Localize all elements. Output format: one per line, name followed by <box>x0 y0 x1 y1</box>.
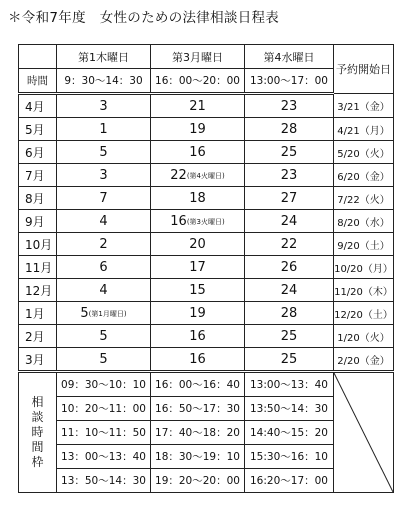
month-cell: 5月 <box>19 118 57 141</box>
time-slot: 11：10～11：50 <box>57 421 151 445</box>
day-value: 16 <box>170 213 187 229</box>
day-3rd-monday <box>151 141 245 164</box>
day-3rd-monday <box>151 302 245 325</box>
reservation-start-date: 12/20（土） <box>334 302 394 325</box>
day-1st-thursday <box>57 279 151 302</box>
month-cell: 9月 <box>19 210 57 233</box>
day-4th-wednesday: 23 <box>245 94 334 118</box>
day-3rd-monday <box>151 164 245 187</box>
month-row <box>19 279 394 302</box>
day-1st-thursday <box>57 210 151 233</box>
day-1st-thursday <box>57 118 151 141</box>
day-1st-thursday <box>57 141 151 164</box>
day-1st-thursday <box>57 256 151 279</box>
time-slot: 15:30～16：10 <box>245 445 334 469</box>
col-header-4th-wednesday: 第4水曜日 <box>245 45 334 69</box>
header-row <box>19 45 394 69</box>
month-cell: 3月 <box>19 348 57 372</box>
time-slot: 13:50～14：30 <box>245 397 334 421</box>
col-header-1st-thursday: 第1木曜日 <box>57 45 151 69</box>
day-note: (第1月曜日) <box>88 309 127 318</box>
time-slot: 10：20～11：00 <box>57 397 151 421</box>
day-4th-wednesday: 28 <box>245 118 334 141</box>
day-value: 16 <box>189 328 206 344</box>
month-row <box>19 233 394 256</box>
month-cell: 12月 <box>19 279 57 302</box>
day-value: 6 <box>99 259 108 275</box>
month-row <box>19 256 394 279</box>
day-4th-wednesday: 23 <box>245 164 334 187</box>
month-cell: 10月 <box>19 233 57 256</box>
slots-label <box>19 372 57 493</box>
day-3rd-monday <box>151 233 245 256</box>
day-value: 16 <box>189 351 206 367</box>
slots-label-char: 相 <box>31 395 44 409</box>
month-row <box>19 141 394 164</box>
time-3rd-monday: 16：00～20：00 <box>151 69 245 94</box>
month-row <box>19 118 394 141</box>
day-4th-wednesday: 26 <box>245 256 334 279</box>
time-slot: 13：00～13：40 <box>57 445 151 469</box>
day-value: 17 <box>189 259 206 275</box>
month-row <box>19 348 394 372</box>
time-slot: 14:40～15：20 <box>245 421 334 445</box>
time-slot: 13:00～13：40 <box>245 372 334 397</box>
month-cell: 1月 <box>19 302 57 325</box>
slots-label-char: 間 <box>31 440 44 454</box>
day-4th-wednesday: 22 <box>245 233 334 256</box>
month-cell: 11月 <box>19 256 57 279</box>
day-value: 18 <box>189 190 206 206</box>
day-1st-thursday <box>57 94 151 118</box>
diagonal-line <box>334 373 393 492</box>
day-note: (第3火曜日) <box>186 217 225 226</box>
day-4th-wednesday: 25 <box>245 325 334 348</box>
schedule-table <box>18 44 394 493</box>
day-4th-wednesday: 24 <box>245 279 334 302</box>
day-value: 20 <box>189 236 206 252</box>
day-value: 15 <box>189 282 206 298</box>
time-slot: 16：50～17：30 <box>151 397 245 421</box>
day-value: 5 <box>80 305 89 321</box>
month-cell: 7月 <box>19 164 57 187</box>
time-slot: 19：20～20：00 <box>151 469 245 493</box>
day-3rd-monday <box>151 256 245 279</box>
col-header-3rd-monday: 第3月曜日 <box>151 45 245 69</box>
day-note: (第4火曜日) <box>186 171 225 180</box>
month-row <box>19 210 394 233</box>
month-row <box>19 94 394 118</box>
reservation-start-date: 4/21（月） <box>334 118 394 141</box>
day-3rd-monday <box>151 325 245 348</box>
day-value: 21 <box>189 98 206 114</box>
slots-label-char: 時 <box>31 425 44 439</box>
reservation-start-date: 8/20（水） <box>334 210 394 233</box>
day-value: 22 <box>170 167 187 183</box>
day-1st-thursday <box>57 302 151 325</box>
day-3rd-monday <box>151 279 245 302</box>
day-value: 7 <box>99 190 108 206</box>
day-value: 19 <box>189 121 206 137</box>
month-cell: 6月 <box>19 141 57 164</box>
page-title: ＊令和7年度 女性のための法律相談日程表 <box>8 10 280 26</box>
day-4th-wednesday: 24 <box>245 210 334 233</box>
month-row <box>19 187 394 210</box>
day-4th-wednesday: 25 <box>245 348 334 372</box>
time-slot: 18：30～19：10 <box>151 445 245 469</box>
time-slot: 09：30～10：10 <box>57 372 151 397</box>
time-slot: 16:20～17：00 <box>245 469 334 493</box>
slots-label-char: 枠 <box>31 455 44 469</box>
month-cell: 8月 <box>19 187 57 210</box>
reservation-start-date: 6/20（金） <box>334 164 394 187</box>
time-slot: 16：00～16：40 <box>151 372 245 397</box>
reservation-start-date: 7/22（火） <box>334 187 394 210</box>
day-3rd-monday <box>151 187 245 210</box>
slot-row <box>19 372 394 397</box>
reservation-start-date: 11/20（木） <box>334 279 394 302</box>
time-slot: 17：40～18：20 <box>151 421 245 445</box>
day-value: 3 <box>99 167 108 183</box>
time-4th-wednesday: 13:00～17：00 <box>245 69 334 94</box>
reservation-start-date: 1/20（火） <box>334 325 394 348</box>
day-1st-thursday <box>57 187 151 210</box>
corner-cell <box>19 45 57 69</box>
day-value: 3 <box>99 98 108 114</box>
day-value: 4 <box>99 213 108 229</box>
reservation-start-date: 3/21（金） <box>334 94 394 118</box>
empty-diagonal-cell <box>334 372 394 493</box>
day-value: 4 <box>99 282 108 298</box>
reservation-start-date: 9/20（土） <box>334 233 394 256</box>
day-value: 16 <box>189 144 206 160</box>
reservation-start-date: 10/20（月） <box>334 256 394 279</box>
day-3rd-monday <box>151 94 245 118</box>
day-value: 2 <box>99 236 108 252</box>
day-3rd-monday <box>151 118 245 141</box>
month-row <box>19 325 394 348</box>
day-3rd-monday <box>151 210 245 233</box>
reservation-start-date: 5/20（火） <box>334 141 394 164</box>
day-value: 5 <box>99 351 108 367</box>
day-1st-thursday <box>57 325 151 348</box>
day-1st-thursday <box>57 164 151 187</box>
day-4th-wednesday: 25 <box>245 141 334 164</box>
col-header-reservation-start: 予約開始日 <box>334 45 394 94</box>
day-4th-wednesday: 28 <box>245 302 334 325</box>
month-cell: 4月 <box>19 94 57 118</box>
day-value: 1 <box>99 121 108 137</box>
day-1st-thursday <box>57 348 151 372</box>
time-label: 時間 <box>19 69 57 94</box>
day-value: 19 <box>189 305 206 321</box>
reservation-start-date: 2/20（金） <box>334 348 394 372</box>
month-row <box>19 302 394 325</box>
day-value: 5 <box>99 144 108 160</box>
day-4th-wednesday: 27 <box>245 187 334 210</box>
month-row <box>19 164 394 187</box>
slots-label-char: 談 <box>31 410 44 424</box>
month-cell: 2月 <box>19 325 57 348</box>
day-3rd-monday <box>151 348 245 372</box>
day-value: 5 <box>99 328 108 344</box>
time-1st-thursday: 9：30～14：30 <box>57 69 151 94</box>
time-slot: 13：50～14：30 <box>57 469 151 493</box>
day-1st-thursday <box>57 233 151 256</box>
